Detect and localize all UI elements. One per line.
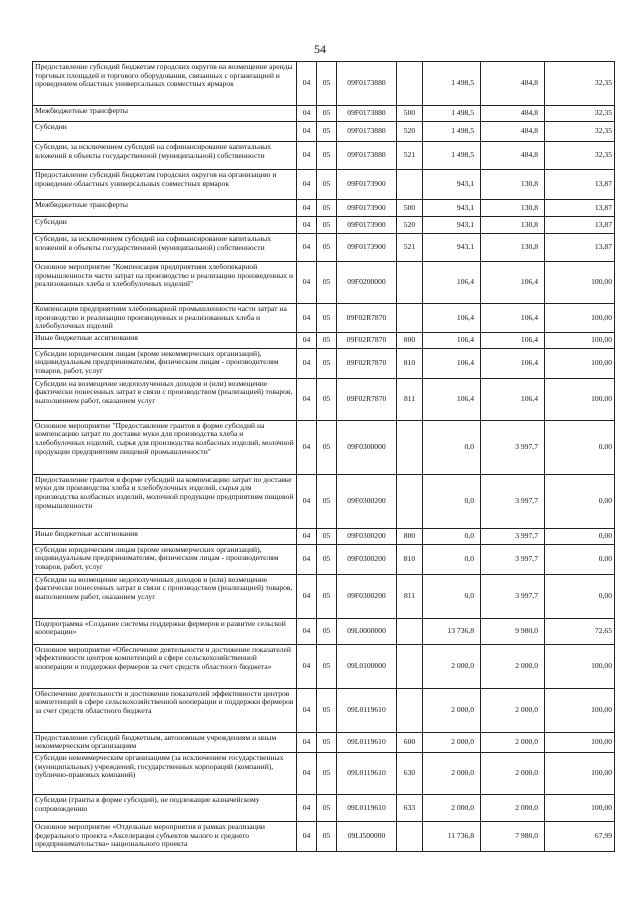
- row-description: Компенсация предприятиям хлебопекарной промышленности части затрат на производство и реализацию произведенных и реализованных хлеба и хлебобулочных изделий: [33, 304, 297, 333]
- row-subsection: 05: [317, 688, 337, 732]
- row-percent: 67,99: [545, 821, 615, 851]
- page-number: 54: [314, 42, 326, 56]
- row-target-code: 09LI500000: [337, 821, 397, 851]
- row-subsection: 05: [317, 234, 337, 262]
- row-subsection: 05: [317, 474, 337, 528]
- row-executed-amount: 130,8: [481, 200, 545, 217]
- table-row: [33, 122, 615, 142]
- row-percent: 32,35: [545, 62, 615, 106]
- row-target-code: 09F0173900: [337, 217, 397, 234]
- row-target-code: 09F0173880: [337, 122, 397, 142]
- row-percent: 100,00: [545, 348, 615, 378]
- row-plan-amount: 1 498,5: [423, 62, 481, 106]
- row-description: Предоставление субсидий бюджетам городских округов на возмещение аренды торговых площадей и торгового оборудования, связанных с организацией и проведением областных универсальных совместных ярмарок: [33, 62, 297, 106]
- table-row: [33, 378, 615, 420]
- row-plan-amount: 106,4: [423, 304, 481, 333]
- row-section: 04: [297, 348, 317, 378]
- row-executed-amount: 484,8: [481, 122, 545, 142]
- row-executed-amount: 2 000,0: [481, 752, 545, 794]
- table-row: [33, 732, 615, 752]
- row-executed-amount: 3 997,7: [481, 420, 545, 474]
- row-target-code: 09L0119610: [337, 752, 397, 794]
- row-plan-amount: 2 000,0: [423, 688, 481, 732]
- row-subsection: 05: [317, 170, 337, 200]
- row-plan-amount: 0,0: [423, 474, 481, 528]
- row-target-code: 09L0100000: [337, 644, 397, 688]
- row-description: Предоставление субсидий бюджетным, автономным учреждениям и иным некоммерческим организациям: [33, 732, 297, 752]
- row-plan-amount: 106,4: [423, 348, 481, 378]
- row-section: 04: [297, 234, 317, 262]
- row-subsection: 05: [317, 644, 337, 688]
- row-subsection: 05: [317, 304, 337, 333]
- row-target-code: 09F02R7870: [337, 348, 397, 378]
- row-target-code: 09F0173880: [337, 142, 397, 170]
- row-description: Субсидии на возмещение недополученных доходов и (или) возмещение фактически понесенных затрат в связи с производством (реализацией) товаров, выполнением работ, оказанием услуг: [33, 378, 297, 420]
- row-description: Субсидии: [33, 217, 297, 234]
- row-executed-amount: 3 997,7: [481, 544, 545, 574]
- row-expense-type: 800: [397, 528, 423, 544]
- row-section: 04: [297, 262, 317, 304]
- row-expense-type: 520: [397, 217, 423, 234]
- row-target-code: 09F0173900: [337, 234, 397, 262]
- row-target-code: 09F0173880: [337, 106, 397, 122]
- row-section: 04: [297, 544, 317, 574]
- row-subsection: 05: [317, 378, 337, 420]
- row-expense-type: 800: [397, 332, 423, 348]
- table-row: [33, 474, 615, 528]
- table-row: [33, 332, 615, 348]
- row-expense-type: [397, 474, 423, 528]
- table-row: [33, 170, 615, 200]
- row-expense-type: 600: [397, 732, 423, 752]
- row-section: 04: [297, 574, 317, 618]
- row-section: 04: [297, 528, 317, 544]
- row-plan-amount: 13 736,8: [423, 618, 481, 644]
- row-plan-amount: 1 498,5: [423, 142, 481, 170]
- row-expense-type: 810: [397, 348, 423, 378]
- row-description: Субсидии на возмещение недополученных доходов и (или) возмещение фактически понесенных затрат в связи с производством (реализацией) товаров, выполнением работ, оказанием услуг: [33, 574, 297, 618]
- row-plan-amount: 0,0: [423, 574, 481, 618]
- row-expense-type: [397, 262, 423, 304]
- row-plan-amount: 2 000,0: [423, 732, 481, 752]
- table-row: [33, 142, 615, 170]
- row-percent: 72,65: [545, 618, 615, 644]
- row-executed-amount: 106,4: [481, 332, 545, 348]
- table-row: [33, 348, 615, 378]
- row-plan-amount: 1 498,5: [423, 122, 481, 142]
- row-executed-amount: 3 997,7: [481, 474, 545, 528]
- row-plan-amount: 2 000,0: [423, 794, 481, 821]
- row-plan-amount: 943,1: [423, 217, 481, 234]
- row-plan-amount: 106,4: [423, 332, 481, 348]
- row-description: Межбюджетные трансферты: [33, 106, 297, 122]
- table-row: [33, 217, 615, 234]
- row-percent: 100,00: [545, 304, 615, 333]
- row-section: 04: [297, 794, 317, 821]
- table-row: [33, 821, 615, 851]
- row-executed-amount: 9 980,0: [481, 618, 545, 644]
- row-expense-type: 633: [397, 794, 423, 821]
- row-percent: 0,00: [545, 528, 615, 544]
- row-plan-amount: 943,1: [423, 200, 481, 217]
- row-target-code: 09F0300200: [337, 574, 397, 618]
- table-row: [33, 420, 615, 474]
- row-executed-amount: 106,4: [481, 378, 545, 420]
- row-executed-amount: 484,8: [481, 106, 545, 122]
- table-row: [33, 304, 615, 333]
- row-section: 04: [297, 474, 317, 528]
- row-description: Обеспечение деятельности и достижение показателей эффективности центров компетенций в сфере сельскохозяйственной кооперации и поддержки фермеров за счет средств областного бюджета: [33, 688, 297, 732]
- row-percent: 0,00: [545, 574, 615, 618]
- row-executed-amount: 106,4: [481, 304, 545, 333]
- row-description: Иные бюджетные ассигнования: [33, 332, 297, 348]
- row-section: 04: [297, 200, 317, 217]
- row-expense-type: [397, 644, 423, 688]
- row-plan-amount: 0,0: [423, 544, 481, 574]
- table-row: [33, 752, 615, 794]
- row-target-code: 09L0119610: [337, 794, 397, 821]
- row-percent: 32,35: [545, 142, 615, 170]
- row-section: 04: [297, 688, 317, 732]
- row-percent: 100,00: [545, 794, 615, 821]
- row-subsection: 05: [317, 200, 337, 217]
- row-subsection: 05: [317, 544, 337, 574]
- row-executed-amount: 3 997,7: [481, 574, 545, 618]
- row-subsection: 05: [317, 574, 337, 618]
- row-section: 04: [297, 106, 317, 122]
- row-executed-amount: 7 980,0: [481, 821, 545, 851]
- row-expense-type: 500: [397, 200, 423, 217]
- row-percent: 0,00: [545, 474, 615, 528]
- row-expense-type: 811: [397, 378, 423, 420]
- table-row: [33, 200, 615, 217]
- row-expense-type: [397, 62, 423, 106]
- row-plan-amount: 0,0: [423, 420, 481, 474]
- row-subsection: 05: [317, 348, 337, 378]
- row-expense-type: [397, 821, 423, 851]
- row-percent: 13,87: [545, 200, 615, 217]
- row-plan-amount: 2 000,0: [423, 644, 481, 688]
- row-section: 04: [297, 378, 317, 420]
- row-expense-type: 521: [397, 142, 423, 170]
- row-expense-type: [397, 170, 423, 200]
- row-target-code: 09L0119610: [337, 688, 397, 732]
- row-subsection: 05: [317, 332, 337, 348]
- row-description: Субсидии некоммерческим организациям (за исключением государственных (муниципальных) учреждений, государственных корпораций (компаний), публично-правовых компаний): [33, 752, 297, 794]
- row-description: Иные бюджетные ассигнования: [33, 528, 297, 544]
- table-row: [33, 794, 615, 821]
- row-percent: 13,87: [545, 234, 615, 262]
- row-target-code: 09F0300200: [337, 544, 397, 574]
- table-row: [33, 62, 615, 106]
- row-plan-amount: 2 000,0: [423, 752, 481, 794]
- row-section: 04: [297, 618, 317, 644]
- row-description: Подпрограмма «Создание системы поддержки фермеров и развитие сельской кооперации»: [33, 618, 297, 644]
- row-executed-amount: 130,8: [481, 170, 545, 200]
- row-percent: 100,00: [545, 262, 615, 304]
- table-row: [33, 106, 615, 122]
- row-description: Основное мероприятие "Предоставление грантов в форме субсидий на компенсацию затрат по доставке муки для производства хлеба и хлебобулочных изделий, сырья для производства колбасных изделий, молочной продукции предприятиям пищевой промышленности": [33, 420, 297, 474]
- table-row: [33, 574, 615, 618]
- row-target-code: 09F0173880: [337, 62, 397, 106]
- row-subsection: 05: [317, 528, 337, 544]
- row-percent: 100,00: [545, 378, 615, 420]
- row-section: 04: [297, 332, 317, 348]
- row-target-code: 09F02R7870: [337, 304, 397, 333]
- row-percent: 100,00: [545, 644, 615, 688]
- row-executed-amount: 3 997,7: [481, 528, 545, 544]
- row-target-code: 09L0119610: [337, 732, 397, 752]
- row-description: Субсидии, за исключением субсидий на софинансирование капитальных вложений в объекты государственной (муниципальной) собственности: [33, 142, 297, 170]
- row-plan-amount: 106,4: [423, 378, 481, 420]
- row-subsection: 05: [317, 752, 337, 794]
- table-row: [33, 262, 615, 304]
- row-plan-amount: 106,4: [423, 262, 481, 304]
- table-row: [33, 544, 615, 574]
- table-row: [33, 234, 615, 262]
- row-description: Субсидии юридическим лицам (кроме некоммерческих организаций), индивидуальным предпринимателям, физическим лицам - производителям товаров, работ, услуг: [33, 544, 297, 574]
- row-description: Предоставление субсидий бюджетам городских округов на организацию и проведение областных универсальных совместных ярмарок: [33, 170, 297, 200]
- row-expense-type: [397, 304, 423, 333]
- row-expense-type: 521: [397, 234, 423, 262]
- row-percent: 100,00: [545, 688, 615, 732]
- row-percent: 32,35: [545, 106, 615, 122]
- row-executed-amount: 130,8: [481, 234, 545, 262]
- row-expense-type: 520: [397, 122, 423, 142]
- row-description: Основное мероприятие «Отдельные мероприятия в рамках реализации федерального проекта «Акселерация субъектов малого и среднего предпринимательства» национального проекта: [33, 821, 297, 851]
- table-row: [33, 688, 615, 732]
- row-subsection: 05: [317, 142, 337, 170]
- row-expense-type: 811: [397, 574, 423, 618]
- row-plan-amount: 943,1: [423, 170, 481, 200]
- row-section: 04: [297, 732, 317, 752]
- row-executed-amount: 2 000,0: [481, 644, 545, 688]
- row-subsection: 05: [317, 732, 337, 752]
- row-percent: 13,87: [545, 217, 615, 234]
- row-percent: 13,87: [545, 170, 615, 200]
- row-target-code: 09F0300200: [337, 474, 397, 528]
- row-section: 04: [297, 752, 317, 794]
- table-row: [33, 528, 615, 544]
- row-expense-type: [397, 618, 423, 644]
- row-target-code: 09F02R7870: [337, 332, 397, 348]
- row-description: Субсидии, за исключением субсидий на софинансирование капитальных вложений в объекты государственной (муниципальной) собственности: [33, 234, 297, 262]
- table-row: [33, 644, 615, 688]
- row-subsection: 05: [317, 618, 337, 644]
- row-subsection: 05: [317, 794, 337, 821]
- row-target-code: 09F02R7870: [337, 378, 397, 420]
- row-target-code: 09F0300000: [337, 420, 397, 474]
- row-description: Субсидии юридическим лицам (кроме некоммерческих организаций), индивидуальным предпринимателям, физическим лицам - производителям товаров, работ, услуг: [33, 348, 297, 378]
- row-percent: 100,00: [545, 732, 615, 752]
- row-percent: 32,35: [545, 122, 615, 142]
- row-plan-amount: 943,1: [423, 234, 481, 262]
- row-expense-type: [397, 420, 423, 474]
- row-target-code: 09F0300200: [337, 528, 397, 544]
- row-subsection: 05: [317, 106, 337, 122]
- row-target-code: 09F0173900: [337, 200, 397, 217]
- budget-table-body: [33, 62, 615, 852]
- row-plan-amount: 1 498,5: [423, 106, 481, 122]
- row-subsection: 05: [317, 62, 337, 106]
- row-description: Основное мероприятие «Обеспечение деятельности и достижение показателей эффективности центров компетенций в сфере сельскохозяйственной кооперации и поддержки фермеров за счет средств областного бюджета»: [33, 644, 297, 688]
- row-executed-amount: 484,8: [481, 142, 545, 170]
- row-target-code: 09F0200000: [337, 262, 397, 304]
- row-expense-type: 630: [397, 752, 423, 794]
- table-row: [33, 618, 615, 644]
- row-section: 04: [297, 821, 317, 851]
- row-executed-amount: 2 000,0: [481, 688, 545, 732]
- row-executed-amount: 484,8: [481, 62, 545, 106]
- row-description: Предоставление грантов в форме субсидий на компенсацию затрат по доставке муки для производства хлеба и хлебобулочных изделий, сырья для производства колбасных изделий, молочной продукции предприятиям пищевой промышленности: [33, 474, 297, 528]
- row-percent: 0,00: [545, 544, 615, 574]
- row-subsection: 05: [317, 217, 337, 234]
- row-section: 04: [297, 217, 317, 234]
- row-section: 04: [297, 122, 317, 142]
- row-executed-amount: 2 000,0: [481, 794, 545, 821]
- row-plan-amount: 0,0: [423, 528, 481, 544]
- row-expense-type: [397, 688, 423, 732]
- row-plan-amount: 11 736,8: [423, 821, 481, 851]
- row-subsection: 05: [317, 420, 337, 474]
- row-executed-amount: 130,8: [481, 217, 545, 234]
- row-executed-amount: 106,4: [481, 262, 545, 304]
- row-percent: 100,00: [545, 332, 615, 348]
- row-description: Субсидии (гранты в форме субсидий), не подлежащие казначейскому сопровождению: [33, 794, 297, 821]
- row-expense-type: 500: [397, 106, 423, 122]
- row-executed-amount: 106,4: [481, 348, 545, 378]
- budget-table: [32, 61, 615, 852]
- row-subsection: 05: [317, 262, 337, 304]
- row-description: Субсидии: [33, 122, 297, 142]
- row-executed-amount: 2 000,0: [481, 732, 545, 752]
- row-section: 04: [297, 304, 317, 333]
- row-subsection: 05: [317, 122, 337, 142]
- row-section: 04: [297, 62, 317, 106]
- row-subsection: 05: [317, 821, 337, 851]
- row-section: 04: [297, 420, 317, 474]
- row-target-code: 09L0000000: [337, 618, 397, 644]
- row-percent: 0,00: [545, 420, 615, 474]
- row-expense-type: 810: [397, 544, 423, 574]
- row-section: 04: [297, 170, 317, 200]
- row-section: 04: [297, 644, 317, 688]
- row-percent: 100,00: [545, 752, 615, 794]
- row-description: Основное мероприятие "Компенсация предприятиям хлебопекарной промышленности части затрат на производство и реализацию произведенных и реализованных хлеба и хлебобулочных изделий": [33, 262, 297, 304]
- row-target-code: 09F0173900: [337, 170, 397, 200]
- row-description: Межбюджетные трансферты: [33, 200, 297, 217]
- row-section: 04: [297, 142, 317, 170]
